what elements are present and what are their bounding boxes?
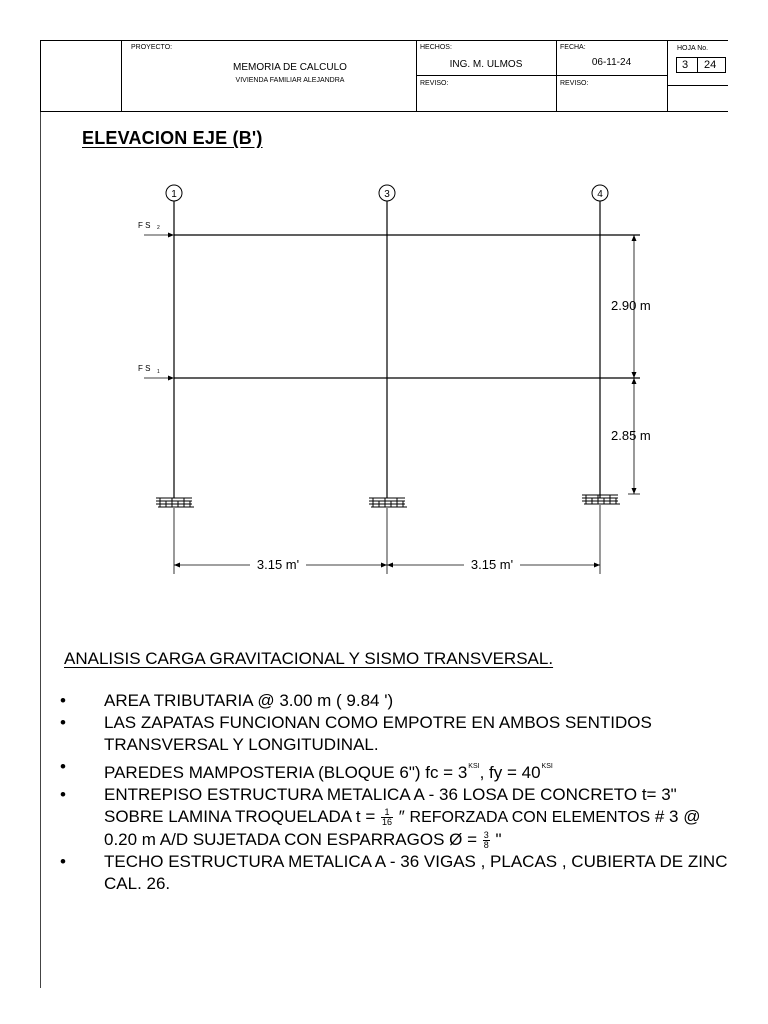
dimension-arrowhead (387, 563, 393, 568)
dimension-arrowhead (594, 563, 600, 568)
fixed-support-icon (369, 498, 407, 507)
proyecto-label: PROYECTO: (131, 44, 173, 51)
bullet-text: LAS ZAPATAS FUNCIONAN COMO EMPOTRE EN AMBOS SENTIDOS TRANSVERSAL Y LONGITUDINAL. (104, 713, 652, 754)
fraction (483, 831, 490, 850)
bullet-icon: • (60, 713, 66, 732)
project-subtitle: VIVIENDA FAMILIAR ALEJANDRA (235, 77, 345, 84)
dimension-arrowhead (632, 488, 637, 494)
fecha-label: FECHA: (560, 44, 586, 51)
bullet-icon: • (60, 691, 66, 710)
axis-label-1: 1 (171, 189, 177, 200)
fraction (381, 808, 393, 827)
dimension-arrowhead (632, 372, 637, 378)
list-item (58, 784, 738, 851)
fecha-value: 06-11-24 (591, 57, 632, 68)
span-right-label: 3.15 m' (470, 557, 514, 572)
axis-label-4: 4 (597, 189, 603, 200)
height-top-label: 2.90 m (611, 298, 651, 313)
span-left-label: 3.15 m' (256, 557, 300, 572)
fs2-arrowhead (168, 233, 174, 238)
analysis-list (58, 690, 738, 895)
axis-marker-3 (379, 185, 395, 201)
fs1-label: F S (138, 364, 151, 373)
fraction-denominator: 16 (382, 817, 393, 828)
fixed-support-icon (582, 495, 620, 504)
list-item (58, 851, 738, 895)
axis-marker-1 (166, 185, 182, 201)
fs2-label: F S (138, 221, 151, 230)
bullet-text: , fy = 40 (479, 763, 541, 782)
dimension-arrowhead (174, 563, 180, 568)
list-item (58, 712, 738, 756)
bullet-icon: • (60, 757, 66, 776)
hoja-label: HOJA No. (677, 45, 709, 52)
dimension-arrowhead (632, 235, 637, 241)
fs2-subscript: 2 (157, 225, 160, 231)
bullet-text: ″ (394, 807, 410, 826)
height-bottom-label: 2.85 m (611, 428, 651, 443)
unit-superscript: KSI (541, 763, 553, 770)
fraction-denominator: 8 (483, 840, 489, 851)
fraction-numerator: 1 (381, 808, 393, 818)
axis-label-3: 3 (384, 189, 390, 200)
bullet-text: " (490, 830, 502, 849)
hechos-value: ING. M. ULMOS (449, 59, 523, 70)
dimension-arrowhead (381, 563, 387, 568)
reviso-label: REVISO: (560, 80, 589, 87)
page-heading: ELEVACION EJE (B') (82, 128, 263, 148)
fixed-support-icon (156, 498, 194, 507)
bullet-icon: • (60, 852, 66, 871)
bullet-text: # 3 @ 0.20 m A/D SUJETADA CON ESPARRAGOS Ø = (104, 807, 701, 849)
list-item (58, 756, 738, 784)
reviso-label: REVISO: (420, 80, 449, 87)
bullet-text: PAREDES MAMPOSTERIA (BLOQUE 6") fc = 3 (104, 763, 468, 782)
bullet-text: REFORZADA CON ELEMENTOS (409, 809, 651, 826)
fs1-arrowhead (168, 376, 174, 381)
dimension-arrowhead (632, 378, 637, 384)
project-name: MEMORIA DE CALCULO (233, 62, 347, 73)
analysis-title: ANALISIS CARGA GRAVITACIONAL Y SISMO TRANSVERSAL. (64, 649, 554, 668)
unit-superscript: KSI (468, 763, 480, 770)
bullet-icon: • (60, 785, 66, 804)
bullet-text: AREA TRIBUTARIA @ 3.00 m ( 9.84 ') (104, 691, 394, 710)
fs1-subscript: 1 (157, 369, 160, 375)
bullet-text: ENTREPISO ESTRUCTURA METALICA A - 36 LOSA DE CONCRETO t= 3" SOBRE LAMINA TROQUELADA t = (104, 785, 677, 826)
axis-marker-4 (592, 185, 608, 201)
hechos-label: HECHOS: (420, 44, 452, 51)
hoja-total: 24 (704, 59, 717, 71)
fraction-numerator: 3 (483, 830, 489, 841)
bullet-text: TECHO ESTRUCTURA METALICA A - 36 VIGAS , PLACAS , CUBIERTA DE ZINC CAL. 26. (104, 852, 728, 893)
hoja-number: 3 (682, 59, 689, 71)
list-item (58, 690, 738, 712)
